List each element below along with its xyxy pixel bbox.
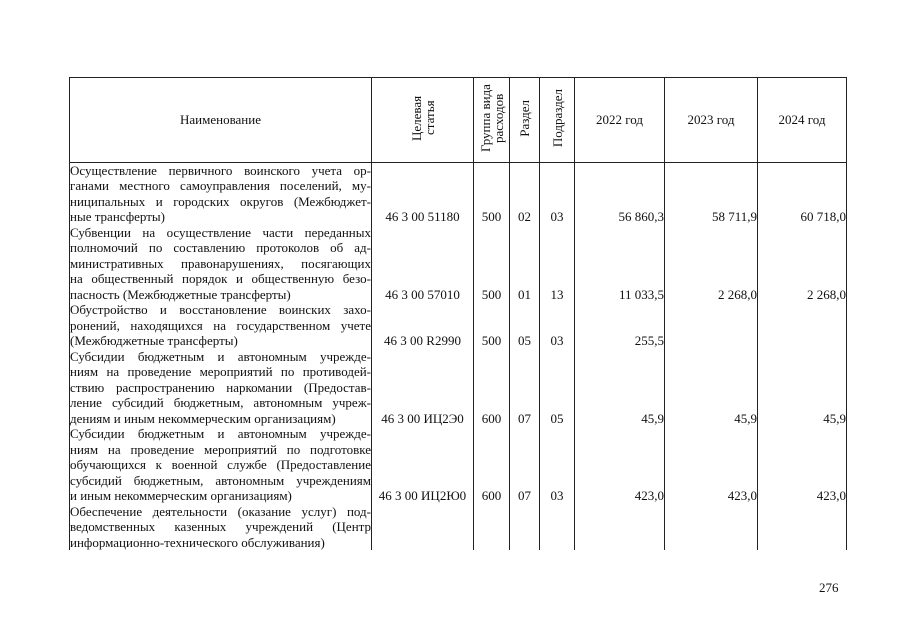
header-2024: 2024 год <box>758 78 847 163</box>
row-value-2024 <box>758 302 847 349</box>
row-name-line: ганами местного самоуправления поселений, му- <box>70 178 371 193</box>
row-value-2022: 423,0 <box>575 426 665 504</box>
row-value-2022: 45,9 <box>575 349 665 427</box>
row-expense-group: 600 <box>474 426 510 504</box>
row-value-2022: 255,5 <box>575 302 665 349</box>
row-name-line: информационно-технического обслуживания) <box>70 534 325 550</box>
header-name: Наименование <box>70 78 372 163</box>
row-name-line: обучающихся к военной службе (Предоставление <box>70 457 371 472</box>
row-expense-group: 500 <box>474 162 510 225</box>
budget-table <box>69 77 847 550</box>
row-value-2023: 423,0 <box>665 426 758 504</box>
row-name <box>70 504 372 551</box>
row-name <box>70 302 372 349</box>
table-body <box>70 162 847 550</box>
row-name-line: субсидий бюджетным, автономным учреждениям <box>70 472 371 488</box>
row-name-line: министративных правонарушениях, посягающих <box>70 255 371 271</box>
row-value-2024 <box>758 504 847 551</box>
row-value-2023: 58 711,9 <box>665 162 758 225</box>
row-value-2023 <box>665 302 758 349</box>
header-subsection: Подраздел <box>540 78 575 163</box>
row-section: 07 <box>510 349 540 427</box>
row-value-2023: 2 268,0 <box>665 225 758 303</box>
row-name-line: Субсидии бюджетным и автономным учрежде- <box>70 348 371 364</box>
row-value-2024: 60 718,0 <box>758 162 847 225</box>
row-section: 05 <box>510 302 540 349</box>
row-subsection: 03 <box>540 162 575 225</box>
header-expense-group: Группа вида расходов <box>474 78 510 163</box>
row-name-line: Осуществление первичного воинского учета ор- <box>70 162 371 178</box>
row-subsection <box>540 504 575 551</box>
row-subsection: 03 <box>540 302 575 349</box>
row-expense-group: 500 <box>474 225 510 303</box>
table-row <box>70 504 847 551</box>
row-name-line: ные трансферты) <box>70 209 165 224</box>
row-target-article: 46 3 00 ИЦ2Э0 <box>372 349 474 427</box>
row-value-2022: 56 860,3 <box>575 162 665 225</box>
row-name-line: Субвенции на осуществление части переданных <box>70 224 371 240</box>
row-value-2022: 11 033,5 <box>575 225 665 303</box>
header-target-article: Целевая статья <box>372 78 474 163</box>
row-value-2024: 423,0 <box>758 426 847 504</box>
row-subsection: 05 <box>540 349 575 427</box>
row-name-line: полномочий по составлению протоколов об ад- <box>70 240 371 255</box>
row-section <box>510 504 540 551</box>
row-target-article: 46 3 00 51180 <box>372 162 474 225</box>
table-row <box>70 225 847 303</box>
table-row <box>70 302 847 349</box>
row-value-2022 <box>575 504 665 551</box>
row-section: 01 <box>510 225 540 303</box>
row-expense-group: 500 <box>474 302 510 349</box>
row-name-line: Обеспечение деятельности (оказание услуг) под- <box>70 503 371 519</box>
header-2022: 2022 год <box>575 78 665 163</box>
table-row <box>70 349 847 427</box>
row-name-line: ронений, находящихся на государственном учете <box>70 317 371 333</box>
row-target-article: 46 3 00 ИЦ2Ю0 <box>372 426 474 504</box>
row-name <box>70 349 372 427</box>
row-target-article <box>372 504 474 551</box>
row-name-line: ведомственных казенных учреждений (Центр <box>70 519 371 534</box>
row-name-line: ниям на проведение мероприятий по противодей- <box>70 364 371 379</box>
row-expense-group <box>474 504 510 551</box>
row-section: 02 <box>510 162 540 225</box>
row-subsection: 03 <box>540 426 575 504</box>
row-value-2024: 2 268,0 <box>758 225 847 303</box>
row-name-line: дениям и иным некоммерческим организациям) <box>70 410 336 426</box>
table-row <box>70 162 847 225</box>
row-value-2024: 45,9 <box>758 349 847 427</box>
row-name <box>70 162 372 225</box>
row-name-line: Субсидии бюджетным и автономным учрежде- <box>70 426 371 441</box>
row-name-line: ниям на проведение мероприятий по подготовке <box>70 441 371 457</box>
row-name-line: ление субсидий бюджетным, автономным учреж- <box>70 395 371 410</box>
page-number: 276 <box>819 580 839 595</box>
table-row <box>70 426 847 504</box>
row-target-article: 46 3 00 R2990 <box>372 302 474 349</box>
row-name-line: ствию распространению наркомании (Предостав- <box>70 379 371 395</box>
row-name <box>70 426 372 504</box>
row-name-line: пасность (Межбюджетные трансферты) <box>70 286 291 302</box>
row-name-line: (Межбюджетные трансферты) <box>70 333 238 348</box>
row-target-article: 46 3 00 57010 <box>372 225 474 303</box>
row-name-line: и иным некоммерческим организациям) <box>70 488 292 503</box>
row-value-2023: 45,9 <box>665 349 758 427</box>
header-section: Раздел <box>510 78 540 163</box>
row-expense-group: 600 <box>474 349 510 427</box>
row-name <box>70 225 372 303</box>
row-name-line: Обустройство и восстановление воинских захо- <box>70 302 371 317</box>
row-section: 07 <box>510 426 540 504</box>
row-name-line: на общественный порядок и общественную безо- <box>70 271 371 286</box>
row-name-line: ниципальных и городских округов (Межбюджет- <box>70 193 371 209</box>
row-subsection: 13 <box>540 225 575 303</box>
table-header-row <box>70 78 847 163</box>
row-value-2023 <box>665 504 758 551</box>
header-2023: 2023 год <box>665 78 758 163</box>
